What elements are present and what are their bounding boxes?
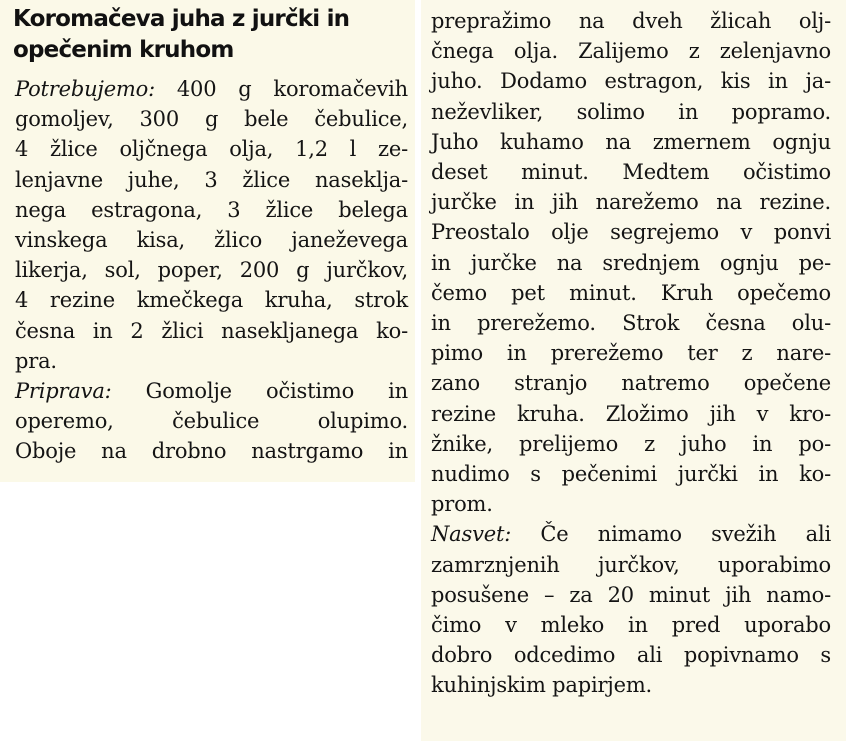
ingredients-paragraph bbox=[15, 74, 408, 376]
method-label: Priprava: bbox=[15, 379, 112, 404]
method-line: zano stranjo natremo opečene bbox=[431, 371, 831, 396]
method-line: in jurčke na srednjem ognju pe- bbox=[431, 250, 831, 275]
method-line: juho. Dodamo estragon, kis in ja- bbox=[431, 69, 831, 94]
method-line: Priprava: Gomolje očistimo in bbox=[15, 379, 408, 404]
ingredients-line: 4 rezine kmečkega kruha, strok bbox=[15, 288, 408, 313]
ingredients-line: gomoljev, 300 g bele čebulice, bbox=[15, 107, 408, 132]
ingredients-line: vinskega kisa, žlico janeževega bbox=[15, 228, 408, 253]
method-line: prepražimo na dveh žlicah olj- bbox=[431, 9, 831, 33]
method-paragraph-continued bbox=[431, 6, 831, 519]
ingredients-line: Potrebujemo: 400 g koromačevih bbox=[15, 77, 408, 101]
method-line: čemo pet minut. Kruh opečemo bbox=[431, 280, 831, 305]
recipe-title bbox=[13, 4, 408, 66]
ingredients-line: pra. bbox=[15, 348, 57, 373]
method-line: deset minut. Medtem očistimo bbox=[431, 160, 831, 185]
ingredients-line: 4 žlice oljčnega olja, 1,2 l ze- bbox=[15, 137, 408, 162]
method-line: Juho kuhamo na zmernem ognju bbox=[431, 129, 831, 154]
ingredients-line: likerja, sol, poper, 200 g jurčkov, bbox=[15, 258, 408, 283]
ingredients-label: Potrebujemo: bbox=[15, 77, 155, 101]
method-line: pimo in prerežemo ter z nare- bbox=[431, 341, 831, 366]
tip-line: Nasvet: Če nimamo svežih ali bbox=[431, 522, 831, 547]
method-line: nudimo s pečenimi jurčki in ko- bbox=[431, 462, 831, 487]
method-line: čnega olja. Zalijemo z zelenjavno bbox=[431, 39, 831, 64]
method-line: rezine kruha. Zložimo jih v kro- bbox=[431, 401, 831, 426]
method-line: jurčke in jih narežemo na rezine. bbox=[431, 190, 831, 215]
title-line-1: Koromačeva juha z jurčki in bbox=[13, 6, 350, 32]
tip-line: dobro odcedimo ali popivnamo s bbox=[431, 643, 831, 668]
method-line: Preostalo olje segrejemo v ponvi bbox=[431, 220, 831, 245]
method-line: prom. bbox=[431, 492, 493, 517]
tip-line: posušene – za 20 minut jih namo- bbox=[431, 582, 831, 607]
method-paragraph-start bbox=[15, 376, 408, 467]
method-line: Oboje na drobno nastrgamo in bbox=[15, 439, 408, 464]
ingredients-line: lenjavne juhe, 3 žlice nasekljа- bbox=[15, 167, 408, 192]
tip-label: Nasvet: bbox=[431, 522, 512, 547]
method-line: žnike, prelijemo z juho in po- bbox=[431, 431, 831, 456]
tip-line: zamrznjenih jurčkov, uporabimo bbox=[431, 552, 831, 577]
tip-line: kuhinjskim papirjem. bbox=[431, 673, 653, 698]
ingredients-line: česna in 2 žlici nasekljanega ko- bbox=[15, 318, 408, 343]
tip-paragraph bbox=[431, 519, 831, 700]
left-column-text bbox=[15, 74, 408, 467]
title-line-2: opečenim kruhom bbox=[13, 37, 234, 63]
ingredients-line: nega estragona, 3 žlice belega bbox=[15, 197, 408, 222]
method-line: in prerežemo. Strok česna olu- bbox=[431, 311, 831, 336]
tip-line: čimo v mleko in pred uporabo bbox=[431, 613, 831, 638]
right-column-text bbox=[431, 6, 831, 701]
method-line: neževliker, solimo in popramo. bbox=[431, 99, 831, 124]
method-line: operemo, čebulice olupimo. bbox=[15, 409, 408, 434]
